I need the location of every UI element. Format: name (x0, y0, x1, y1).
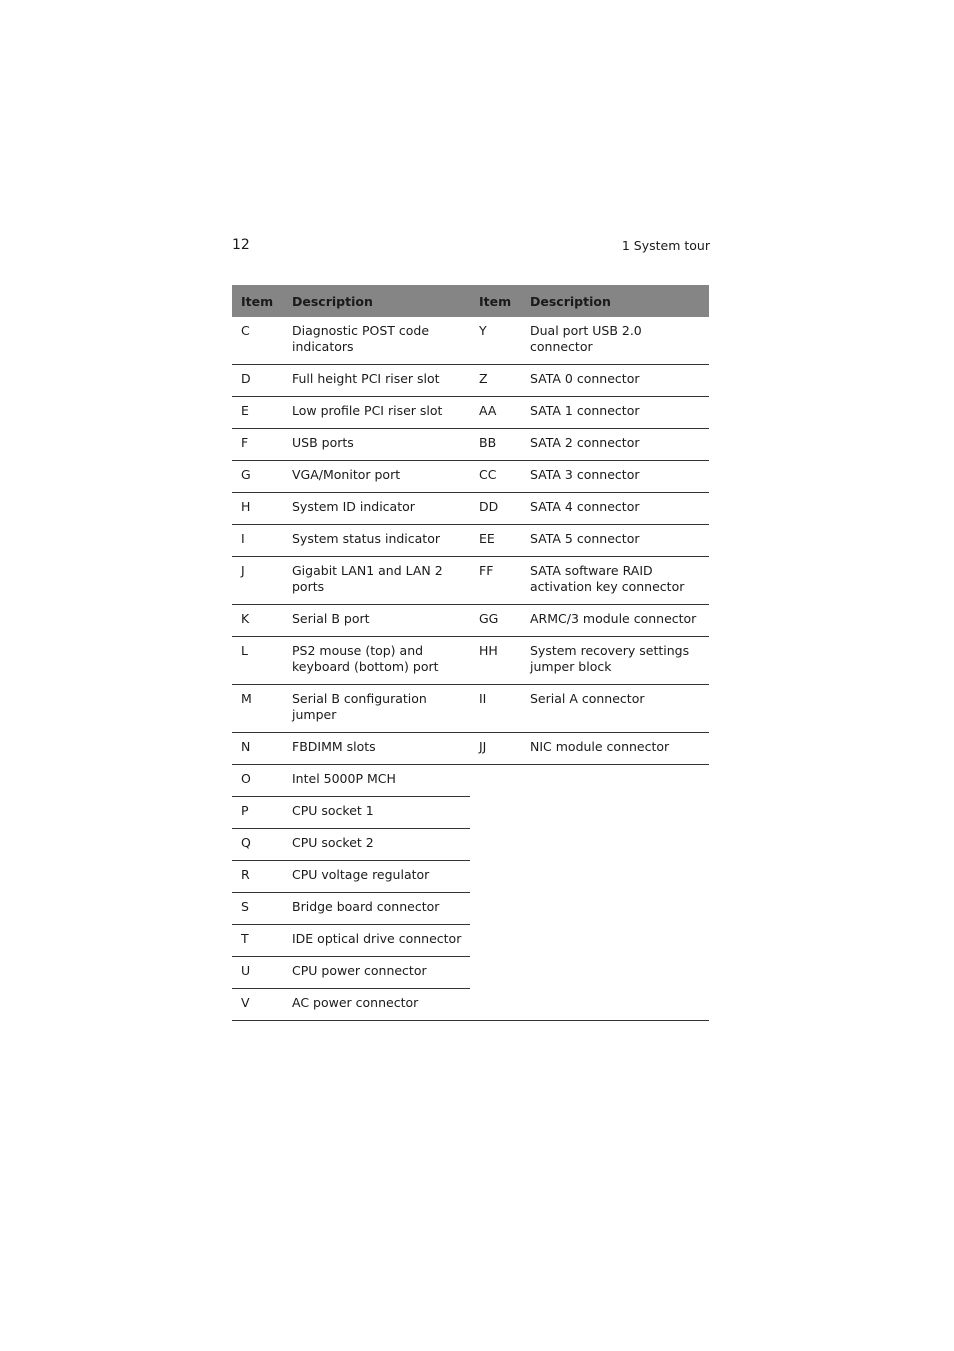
table-row (232, 557, 709, 605)
item-description: NIC module connector (521, 733, 709, 765)
table-row (232, 829, 709, 861)
table-row (232, 893, 709, 925)
empty-cell (470, 925, 521, 957)
item-code: Q (232, 829, 283, 861)
header-item-left: Item (232, 285, 283, 317)
item-code: N (232, 733, 283, 765)
item-code: G (232, 461, 283, 493)
item-description: SATA 4 connector (521, 493, 709, 525)
item-description: USB ports (283, 429, 470, 461)
table-row (232, 733, 709, 765)
item-code: R (232, 861, 283, 893)
empty-cell (521, 829, 709, 861)
empty-cell (470, 893, 521, 925)
table-closing-rule (521, 989, 709, 1021)
item-description: SATA 3 connector (521, 461, 709, 493)
item-code: D (232, 365, 283, 397)
empty-cell (470, 957, 521, 989)
item-code: S (232, 893, 283, 925)
page-number: 12 (232, 237, 250, 253)
item-code: AA (470, 397, 521, 429)
table-row (232, 957, 709, 989)
item-description: SATA 2 connector (521, 429, 709, 461)
item-description: CPU socket 2 (283, 829, 470, 861)
empty-cell (470, 765, 521, 797)
item-code: DD (470, 493, 521, 525)
item-description: SATA 1 connector (521, 397, 709, 429)
table-row (232, 989, 709, 1021)
item-description: CPU socket 1 (283, 797, 470, 829)
item-code: I (232, 525, 283, 557)
empty-cell (521, 925, 709, 957)
item-code: JJ (470, 733, 521, 765)
item-code: J (232, 557, 283, 605)
table-row (232, 925, 709, 957)
header-item-right: Item (470, 285, 521, 317)
table-row (232, 685, 709, 733)
item-description: PS2 mouse (top) and keyboard (bottom) port (283, 637, 470, 685)
item-code: GG (470, 605, 521, 637)
table-row (232, 461, 709, 493)
item-code: P (232, 797, 283, 829)
item-code: EE (470, 525, 521, 557)
empty-cell (521, 861, 709, 893)
item-code: Z (470, 365, 521, 397)
table-row (232, 365, 709, 397)
table-row (232, 797, 709, 829)
table-row (232, 861, 709, 893)
table-row (232, 605, 709, 637)
item-code: II (470, 685, 521, 733)
table-row (232, 493, 709, 525)
item-code: CC (470, 461, 521, 493)
item-description: Diagnostic POST code indicators (283, 317, 470, 365)
item-code: E (232, 397, 283, 429)
empty-cell (521, 957, 709, 989)
item-description: SATA 5 connector (521, 525, 709, 557)
item-code: BB (470, 429, 521, 461)
item-description: IDE optical drive connector (283, 925, 470, 957)
item-code: C (232, 317, 283, 365)
item-description: Serial B configuration jumper (283, 685, 470, 733)
item-description: Intel 5000P MCH (283, 765, 470, 797)
empty-cell (470, 861, 521, 893)
table-row (232, 765, 709, 797)
item-description: Serial B port (283, 605, 470, 637)
empty-cell (521, 893, 709, 925)
table-body (232, 317, 709, 1021)
item-code: O (232, 765, 283, 797)
item-code: V (232, 989, 283, 1021)
item-description: System status indicator (283, 525, 470, 557)
item-description: System recovery settings jumper block (521, 637, 709, 685)
table-row (232, 397, 709, 429)
item-code: T (232, 925, 283, 957)
item-description: Low profile PCI riser slot (283, 397, 470, 429)
header-row (232, 285, 709, 317)
item-description: Bridge board connector (283, 893, 470, 925)
item-description: ARMC/3 module connector (521, 605, 709, 637)
empty-cell (521, 765, 709, 797)
item-description: AC power connector (283, 989, 470, 1021)
item-description: Dual port USB 2.0 connector (521, 317, 709, 365)
table-header (232, 285, 709, 317)
header-description-left: Description (283, 285, 470, 317)
item-description: CPU power connector (283, 957, 470, 989)
item-description: VGA/Monitor port (283, 461, 470, 493)
chapter-title: 1 System tour (621, 238, 710, 253)
item-code: M (232, 685, 283, 733)
item-description: Full height PCI riser slot (283, 365, 470, 397)
item-code: Y (470, 317, 521, 365)
table-row (232, 429, 709, 461)
item-description: Gigabit LAN1 and LAN 2 ports (283, 557, 470, 605)
component-table (232, 285, 709, 1021)
table-row (232, 637, 709, 685)
item-code: K (232, 605, 283, 637)
item-code: HH (470, 637, 521, 685)
item-description: System ID indicator (283, 493, 470, 525)
empty-cell (470, 797, 521, 829)
item-description: SATA software RAID activation key connector (521, 557, 709, 605)
item-code: H (232, 493, 283, 525)
table-row (232, 317, 709, 365)
item-description: CPU voltage regulator (283, 861, 470, 893)
empty-cell (470, 829, 521, 861)
table-row (232, 525, 709, 557)
item-code: F (232, 429, 283, 461)
table-closing-rule (470, 989, 521, 1021)
item-code: U (232, 957, 283, 989)
header-description-right: Description (521, 285, 709, 317)
empty-cell (521, 797, 709, 829)
item-code: L (232, 637, 283, 685)
item-description: FBDIMM slots (283, 733, 470, 765)
item-description: Serial A connector (521, 685, 709, 733)
item-description: SATA 0 connector (521, 365, 709, 397)
item-code: FF (470, 557, 521, 605)
